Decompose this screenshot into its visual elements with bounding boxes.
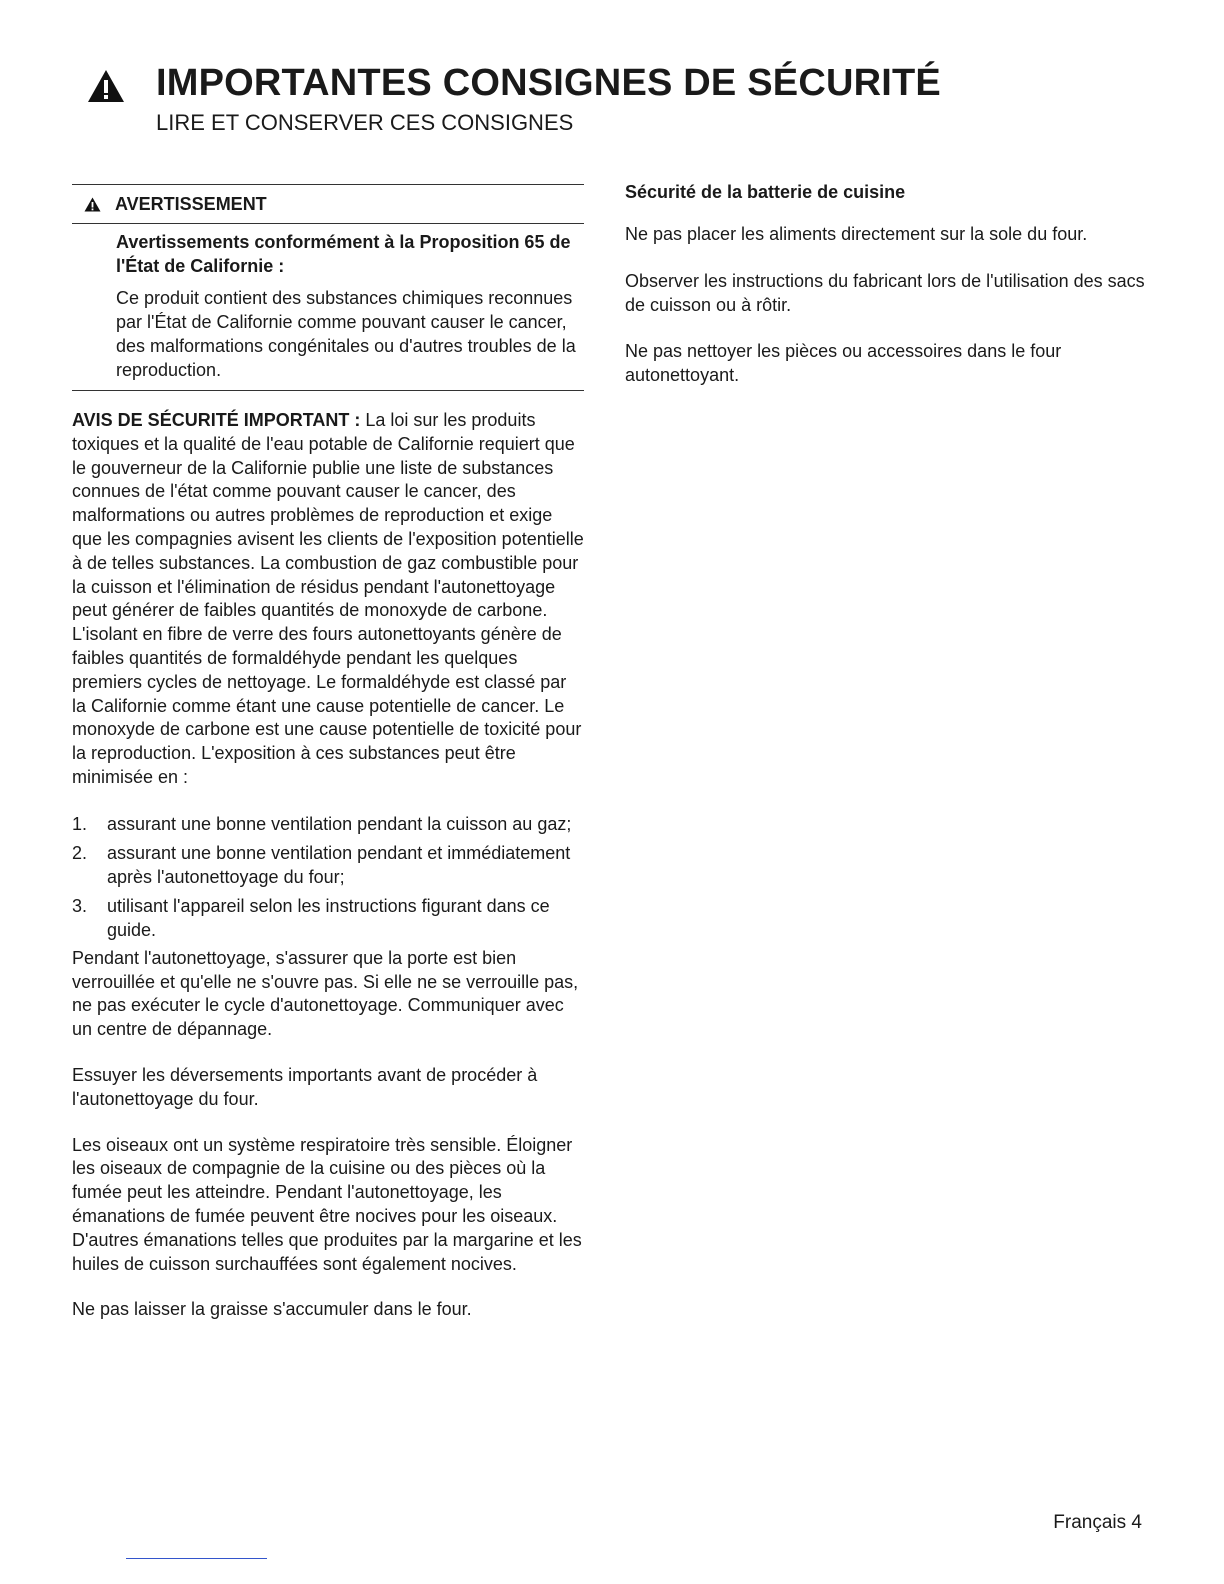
list-item [72,894,584,942]
safety-notice [72,409,584,790]
left-column [72,184,584,1322]
warning-triangle-icon [84,197,101,212]
list-text: assurant une bonne ventilation pendant et immédiatement après l'autonettoyage du four; [107,842,571,887]
cookware-paragraph-2: Observer les instructions du fabricant lors de l'utilisation des sacs de cuisson ou à rôtir. [625,270,1145,315]
safety-notice-text: La loi sur les produits toxiques et la qualité de l'eau potable de Californie requiert que le gouverneur de la Californie publie une liste de substances connues de l'état comme pouvant causer le cancer, des malformations ou autres problèmes de reproduction et exige que les compagnies avisent les clients de l'exposition potentielle à de telles substances. La combustion de gaz combustible pour la cuisson et l'élimination de résidus pendant l'autonettoyage peut générer de faibles quantités de monoxyde de carbone. L'isolant en fibre de verre des fours autonettoyants génère de faibles quantités de formaldéhyde pendant les quelques premiers cycles de nettoyage. Le formaldéhyde est classé par la Californie comme étant une cause potentielle de cancer. Le monoxyde de carbone est une cause potentielle de toxicité pour la reproduction. L'exposition à ces substances peut être minimisée en : [72,410,584,787]
list-text: assurant une bonne ventilation pendant la cuisson au gaz; [107,813,572,834]
cookware-paragraph-3: Ne pas nettoyer les pièces ou accessoires dans le four autonettoyant. [625,341,1062,386]
warning-triangle-icon [86,68,126,104]
divider [126,1558,267,1559]
cookware-paragraph-1: Ne pas placer les aliments directement sur la sole du four. [625,224,1088,244]
right-column [625,180,1145,388]
list-item [72,841,584,889]
door-lock-paragraph: Pendant l'autonettoyage, s'assurer que la porte est bien verrouillée et qu'elle ne s'ouvre pas. Si elle ne se verrouille pas, ne pas exécuter le cycle d'autonettoyage. Communiquer avec un centre de dépannage. [72,947,579,1040]
cookware-heading: Sécurité de la batterie de cuisine [625,182,906,202]
list-item [72,812,584,836]
safety-notice-label: AVIS DE SÉCURITÉ IMPORTANT : [72,410,361,430]
list-text: utilisant l'appareil selon les instructions figurant dans ce guide. [107,895,550,940]
warning-text: Ce produit contient des substances chimiques reconnues par l'État de Californie comme pouvant causer le cancer, des malformations congénitales ou d'autres troubles de la reproduction. [116,288,576,380]
grease-paragraph: Ne pas laisser la graisse s'accumuler dans le four. [72,1299,472,1320]
list-number: 2. [72,842,88,863]
page-number: Français 4 [1053,1512,1142,1533]
page-subtitle: LIRE ET CONSERVER CES CONSIGNES [156,110,574,135]
page-title: IMPORTANTES CONSIGNES DE SÉCURITÉ [156,62,941,104]
birds-paragraph: Les oiseaux ont un système respiratoire très sensible. Éloigner les oiseaux de compagnie de la cuisine ou des pièces où la fumée peut les atteindre. Pendant l'autonettoyage, les émanations de fumée peuvent être nocives pour les oiseaux. D'autres émanations telles que produites par la margarine et les huiles de cuisson surchauffées sont également nocives. [72,1134,582,1274]
spills-paragraph: Essuyer les déversements importants avant de procéder à l'autonettoyage du four. [72,1064,538,1109]
list-number: 3. [72,895,88,916]
warning-body [72,224,584,390]
warning-heading: Avertissements conformément à la Proposition 65 de l'État de Californie : [116,232,571,276]
warning-box [72,184,584,391]
list-number: 1. [72,813,88,834]
warning-header [72,185,584,224]
minimize-list [72,812,584,942]
warning-label: AVERTISSEMENT [115,193,267,214]
